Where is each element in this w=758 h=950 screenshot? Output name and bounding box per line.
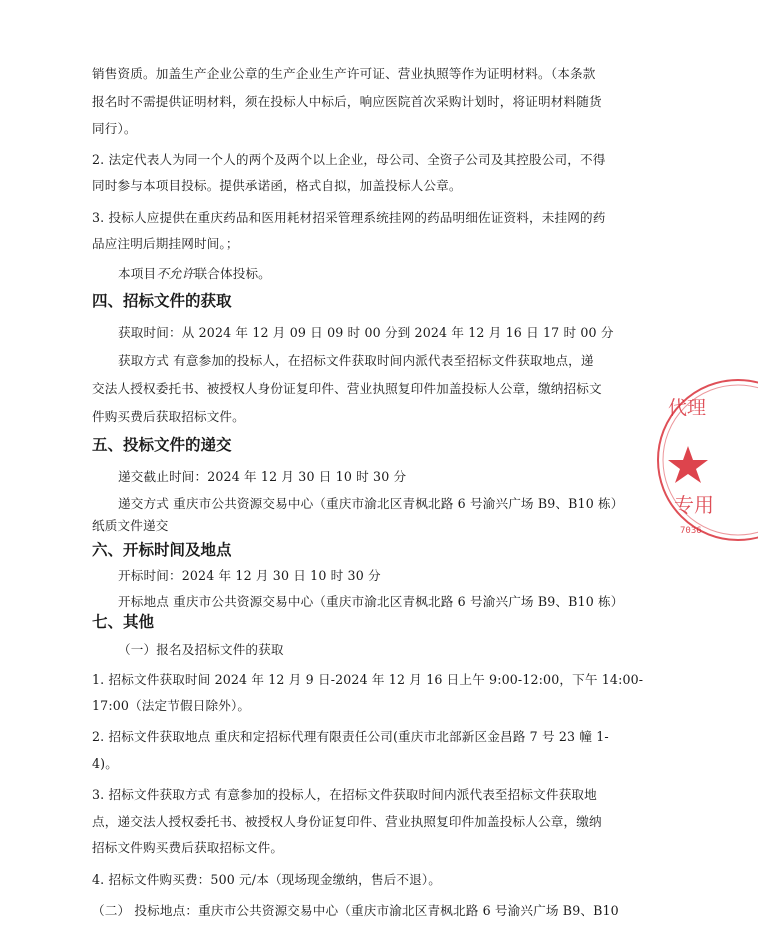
section-heading: 六、开标时间及地点 [92,541,232,559]
text-line: 4)。 [92,756,118,771]
text-fragment: 本项目 [118,266,157,281]
text-line: 17:00（法定节假日除外）。 [92,698,251,713]
seal-text-mid: 专用 [674,493,714,517]
text-line: 递交截止时间：2024 年 12 月 30 日 10 时 30 分 [118,469,407,484]
text-fragment: 联合体投标。 [194,266,271,281]
text-line: 开标地点 重庆市公共资源交易中心（重庆市渝北区青枫北路 6 号渝兴广场 B9、B10 栋） [118,594,624,609]
section-heading: 七、其他 [92,613,155,631]
text-line: 件购买费后获取招标文件。 [92,409,245,424]
text-line: 3. 投标人应提供在重庆药品和医用耗材招采管理系统挂网的药品明细佐证资料，未挂网的药 [92,210,606,225]
text-line: 交法人授权委托书、被授权人身份证复印件、营业执照复印件加盖投标人公章，缴纳招标文 [92,381,602,396]
section-heading: 五、投标文件的递交 [92,436,232,454]
text-line: 销售资质。加盖生产企业公章的生产企业生产许可证、营业执照等作为证明材料。（本条款 [92,66,596,81]
star-icon [668,446,708,483]
text-line: 2. 招标文件获取地点 重庆和定招标代理有限责任公司(重庆市北部新区金昌路 7 号 23 幢 1- [92,729,609,744]
text-line: 点，递交法人授权委托书、被授权人身份证复印件、营业执照复印件加盖投标人公章，缴纳 [92,814,602,829]
text-line: 开标时间：2024 年 12 月 30 日 10 时 30 分 [118,568,381,583]
text-line: 招标文件购买费后获取招标文件。 [92,840,284,855]
text-line [118,266,648,282]
section-heading: 四、招标文件的获取 [92,292,232,310]
text-line: 同时参与本项目投标。提供承诺函，格式自拟，加盖投标人公章。 [92,178,462,193]
text-line: 纸质文件递交 [92,518,169,533]
seal-text-top: 代理 [668,397,707,419]
seal-stamp [658,370,718,550]
text-line: 品应注明后期挂网时间。； [92,236,239,251]
seal-stamp-graphic [658,370,758,550]
text-line: 递交方式 重庆市公共资源交易中心（重庆市渝北区青枫北路 6 号渝兴广场 B9、B10 栋） [118,496,624,511]
text-line: 4. 招标文件购买费：500 元/本（现场现金缴纳，售后不退）。 [92,872,442,887]
text-line: 1. 招标文件获取时间 2024 年 12 月 9 日-2024 年 12 月 16 日上午 9:00-12:00，下午 14:00- [92,672,644,687]
text-line: 报名时不需提供证明材料，须在投标人中标后，响应医院首次采购计划时，将证明材料随货 [92,94,602,109]
text-line: （二） 投标地点：重庆市公共资源交易中心（重庆市渝北区青枫北路 6 号渝兴广场 B9、B10 [92,903,619,918]
text-line: 3. 招标文件获取方式 有意参加的投标人，在招标文件获取时间内派代表至招标文件获取地 [92,787,597,802]
text-line: 获取方式 有意参加的投标人，在招标文件获取时间内派代表至招标文件获取地点，递 [118,353,594,368]
text-fragment-italic: 不允许 [156,266,195,281]
seal-number: 7036 [680,526,702,536]
text-line: 同行）。 [92,121,137,136]
text-line: （一）报名及招标文件的获取 [118,642,284,657]
text-line: 2. 法定代表人为同一个人的两个及两个以上企业，母公司、全资子公司及其控股公司，不得 [92,152,606,167]
text-line: 获取时间：从 2024 年 12 月 09 日 09 时 00 分到 2024 年 12 月 16 日 17 时 00 分 [118,325,614,340]
